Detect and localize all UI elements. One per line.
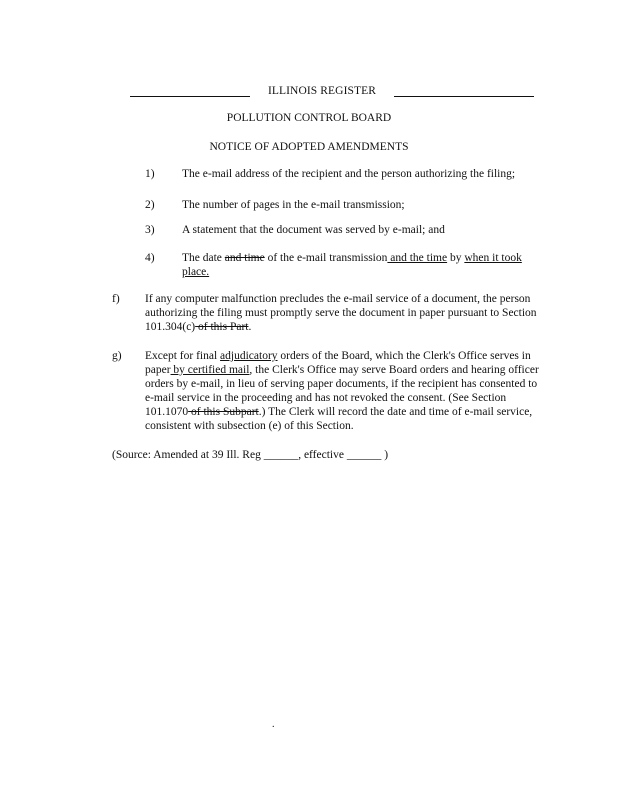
text-part: Except for final xyxy=(145,350,221,362)
register-header xyxy=(130,84,534,100)
section-text xyxy=(145,349,547,433)
deleted-text: of this Part xyxy=(195,321,249,334)
text-part: orders of the Board, which the Clerk's Office serves in paper xyxy=(145,350,531,377)
inserted-text: adjudicatory xyxy=(220,350,278,362)
text-part: of the e-mail transmission xyxy=(264,252,388,264)
text-part: .) The Clerk will record the date and time of e-mail service, consistent with subsection (e) of this Section. xyxy=(145,406,533,433)
list-item-text: The e-mail address of the recipient and the person authorizing the filing; xyxy=(182,168,516,180)
text-part: The date xyxy=(182,252,225,264)
text-part: by xyxy=(447,252,465,264)
list-item-number: 3) xyxy=(145,224,155,236)
list-item-number: 2) xyxy=(145,199,155,211)
register-title: ILLINOIS REGISTER xyxy=(250,84,394,98)
inserted-text: when it took place. xyxy=(182,252,522,279)
list-item-text: A statement that the document was served by e-mail; and xyxy=(182,224,445,236)
section-letter: f) xyxy=(112,293,120,305)
source-note: (Source: Amended at 39 Ill. Reg ______, effective ______ ) xyxy=(112,449,389,461)
deleted-text: and time xyxy=(224,252,265,264)
inserted-text: by certified mail xyxy=(170,364,250,377)
list-item-text xyxy=(182,251,545,279)
text-part: If any computer malfunction precludes the e-mail service of a document, the person authorizing the filing must promptly serve the document in paper pursuant to Section 101.304(c) xyxy=(145,293,537,334)
section-letter: g) xyxy=(112,350,122,362)
list-item-number: 1) xyxy=(145,168,155,180)
text-part: , the Clerk's Office may serve Board orders and hearing officer orders by e-mail, in lieu of serving paper documents, if the recipient has consented to e-mail service in the proceeding and has not revoked the consent. (See Section 101.1070 xyxy=(145,364,539,419)
list-item-text: The number of pages in the e-mail transmission; xyxy=(182,199,405,211)
text-part: . xyxy=(248,321,252,334)
page-mark: . xyxy=(272,719,275,730)
notice-title: NOTICE OF ADOPTED AMENDMENTS xyxy=(209,141,409,153)
section-text xyxy=(145,292,547,334)
inserted-text: and the time xyxy=(387,252,448,264)
list-item-number: 4) xyxy=(145,252,155,264)
header-rule-right xyxy=(390,96,534,97)
board-title: POLLUTION CONTROL BOARD xyxy=(226,112,392,124)
deleted-text: of this Subpart xyxy=(188,406,259,419)
